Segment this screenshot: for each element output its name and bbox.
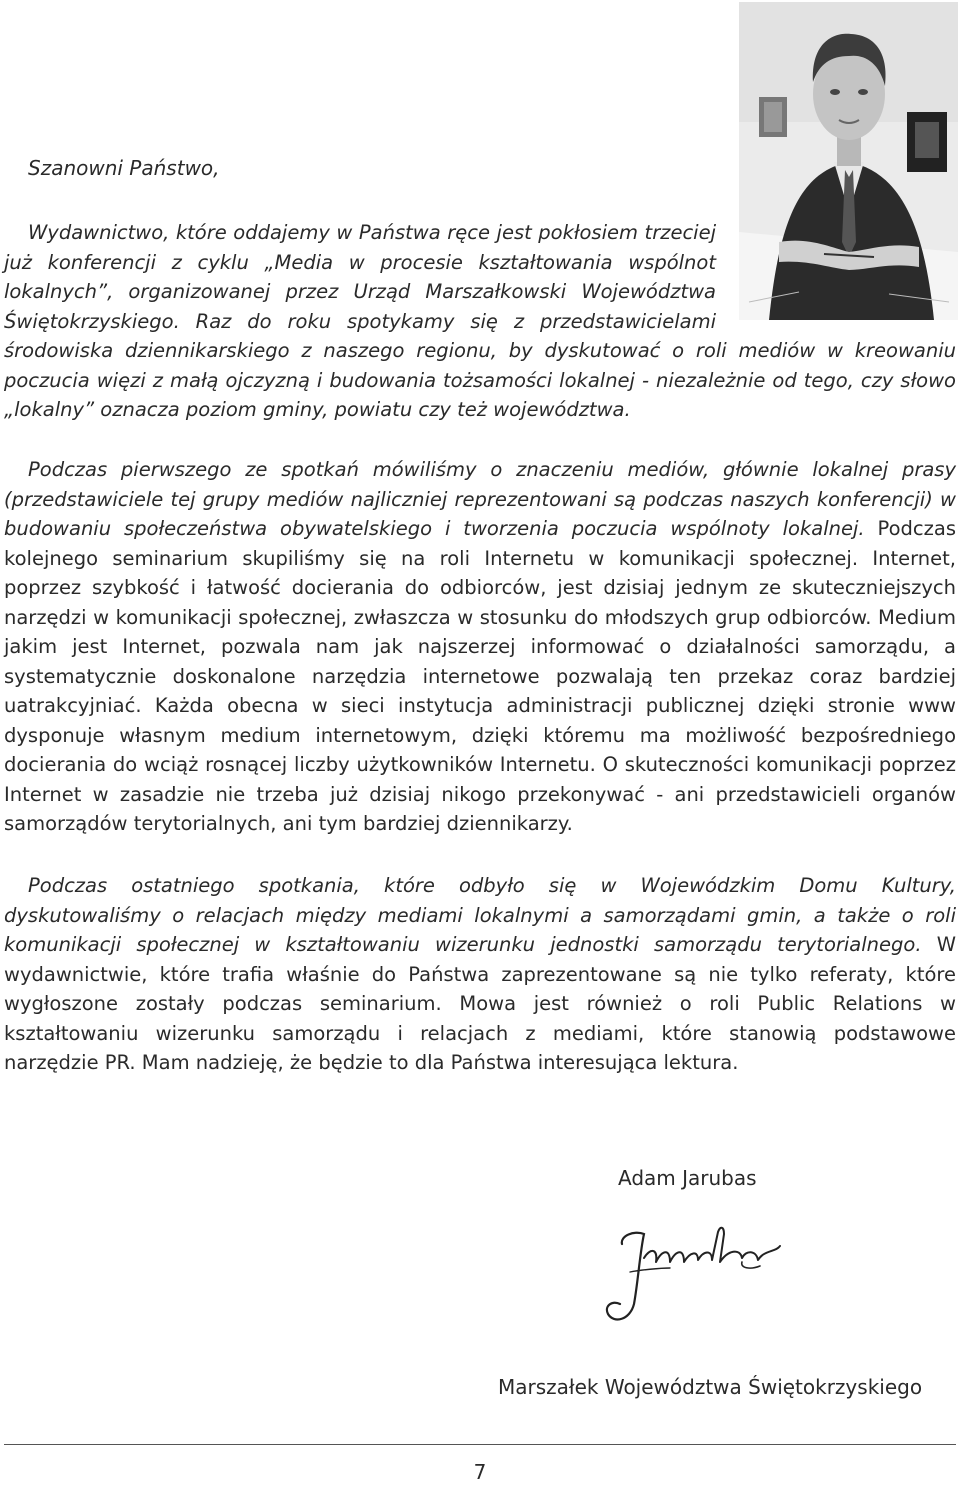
page-number: 7 bbox=[473, 1460, 487, 1484]
signature-name: Adam Jarubas bbox=[618, 1166, 757, 1190]
paragraph-second-rest: Podczas kolejnego seminarium skupiliśmy się na roli Internetu w komunikacji społecznej. Internet, poprzez szybkość i łatwość docierania do odbiorców, jest dzisiaj jednym ze skuteczniejszych narzędzi w komunikacji społecznej, zwłaszcza w stosunku do młodszych grup odbiorców. Medium jakim jest Internet, pozwala nam jak najszerzej informować o działalności samorządu, a systematycznie doskonalone narzędzia internetowe pozwalają ten przekaz coraz bardziej uatrakcyjniać. Każda obecna w sieci instytucja administracji publicznej dzięki stronie www dysponuje własnym medium internetowym, dzięki któremu ma możliwość bezpośredniego docierania do wciąż rosnącej liczby użytkowników Internetu. O skuteczności komunikacji poprzez Internet w zasadzie nie trzeba już dzisiaj nikogo przekonywać - ani przedstawicieli organów samorządów terytorialnych, ani tym bardziej dziennikarzy. bbox=[4, 517, 956, 835]
footer-divider bbox=[4, 1444, 956, 1445]
paragraph-third-lead: Podczas ostatniego spotkania, które odbyło się w Wojewódzkim Domu Kultury, dyskutowaliśmy o relacjach między mediami lokalnymi a samorządami gmin, a także o roli komunikacji społecznej w kształtowaniu wizerunku jednostki samorządu terytorialnego. bbox=[4, 874, 956, 956]
intro-text: Wydawnictwo, które oddajemy w Państwa ręce jest pokłosiem trzeciej już konferencji z cyklu „Media w procesie kształtowania wspólnot lokalnych”, organizowanej przez Urząd Marszałkowski Województwa Świętokrzyskiego. Raz do roku spotykamy się z przedstawicielami środowiska dziennikarskiego z naszego regionu, by dyskutować o roli mediów w kreowaniu poczucia więzi z małą ojczyzną i budowania tożsamości lokalnej - niezależnie od tego, czy słowo „lokalny” oznacza poziom gminy, powiatu czy też województwa. bbox=[4, 221, 956, 421]
signature-title: Marszałek Województwa Świętokrzyskiego bbox=[498, 1375, 923, 1399]
paragraph-third-rest: W wydawnictwie, które trafia właśnie do Państwa zaprezentowane są nie tylko referaty, które wygłoszone zostały podczas seminarium. Mowa jest również o roli Public Relations w kształtowaniu wizerunku samorządu i relacjach z mediami, które stanowią podstawowe narzędzie PR. Mam nadzieję, że będzie to dla Państwa interesująca lektura. bbox=[4, 933, 956, 1074]
paragraph-second-lead: Podczas pierwszego ze spotkań mówiliśmy o znaczeniu mediów, głównie lokalnej prasy (przedstawiciele tej grupy mediów najliczniej reprezentowani są podczas naszych konferencji) w budowaniu społeczeństwa obywatelskiego i tworzenia poczucia wspólnoty lokalnej. bbox=[4, 458, 956, 540]
paragraph-third bbox=[4, 871, 956, 1078]
handwritten-signature-icon bbox=[600, 1212, 800, 1332]
photo-spacer bbox=[716, 218, 956, 326]
paragraph-second bbox=[4, 455, 956, 839]
intro-paragraph bbox=[4, 218, 956, 425]
salutation: Szanowni Państwo, bbox=[28, 156, 220, 180]
